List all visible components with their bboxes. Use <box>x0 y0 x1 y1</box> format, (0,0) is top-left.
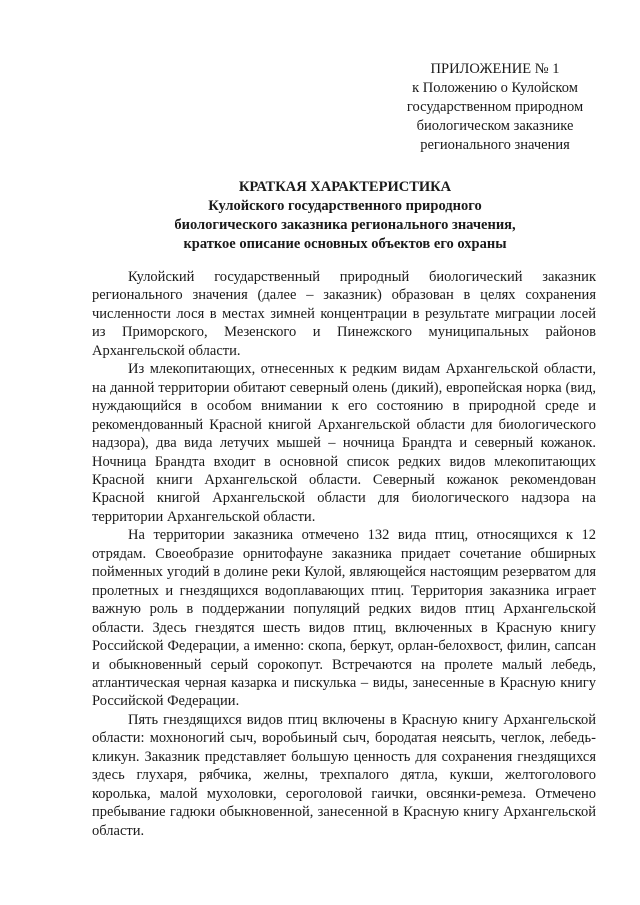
appendix-header <box>390 60 600 155</box>
document-body <box>92 268 596 840</box>
body-paragraph: Пять гнездящихся видов птиц включены в Красную книгу Архангельской области: мохноногий сыч, воробьиный сыч, бородатая неясыть, чеглок, лебедь-кликун. Заказник представляет большую ценность для сохранения гнездящихся здесь глухаря, рябчика, желны, трехпалого дятла, кукши, желтоголового королька, малой мухоловки, сероголовой гаички, овсянки-ремеза. Отмечено пребывание гадюки обыкновенной, занесенной в Красную книгу Архангельской области. <box>92 711 596 839</box>
title-line: краткое описание основных объектов его охраны <box>183 236 507 252</box>
body-paragraph: На территории заказника отмечено 132 вида птиц, относящихся к 12 отрядам. Своеобразие орнитофауне заказника придает сочетание обширных пойменных угодий в долине реки Кулой, являющейся настоящим резерватом для пролетных и гнездящихся водоплавающих птиц. Территория заказника играет важную роль в поддержании популяций редких видов птиц Архангельской области. Здесь гнездятся шесть видов птиц, включенных в Красную книгу Российской Федерации, а именно: скопа, беркут, орлан-белохвост, филин, сапсан и обыкновенный серый сорокопут. Встречаются на пролете малый лебедь, атлантическая черная казарка и пискулька – виды, занесенные в Красную книгу Российской Федерации. <box>92 527 596 710</box>
document-title <box>95 178 595 254</box>
title-line: КРАТКАЯ ХАРАКТЕРИСТИКА <box>238 179 452 195</box>
appendix-line: биологическом заказнике <box>416 118 574 134</box>
appendix-line: государственном природном <box>406 99 584 115</box>
body-paragraph: Из млекопитающих, отнесенных к редким видам Архангельской области, на данной территории обитают северный олень (дикий), европейская норка (вид, нуждающийся в особом внимании к его состоянию в природной среде и рекомендованный Красной книгой Архангельской области для биологического надзора), два вида летучих мышей – ночница Брандта и северный кожанок. Ночница Брандта входит в основной список редких видов млекопитающих Красной книги Архангельской области. Северный кожанок рекомендован Красной книгой Архангельской области для биологического надзора на территории Архангельской области. <box>92 361 596 525</box>
body-paragraph: Кулойский государственный природный биологический заказник регионального значения (далее – заказник) образован в целях сохранения численности лося в местах зимней концентрации в результате миграции лосей из Приморского, Мезенского и Пинежского муниципальных районов Архангельской области. <box>92 269 596 359</box>
appendix-line: к Положению о Кулойском <box>412 80 578 96</box>
title-line: Кулойского государственного природного <box>208 198 482 214</box>
title-line: биологического заказника регионального значения, <box>174 217 516 233</box>
appendix-number: ПРИЛОЖЕНИЕ № 1 <box>430 61 560 77</box>
appendix-line: регионального значения <box>420 137 570 153</box>
